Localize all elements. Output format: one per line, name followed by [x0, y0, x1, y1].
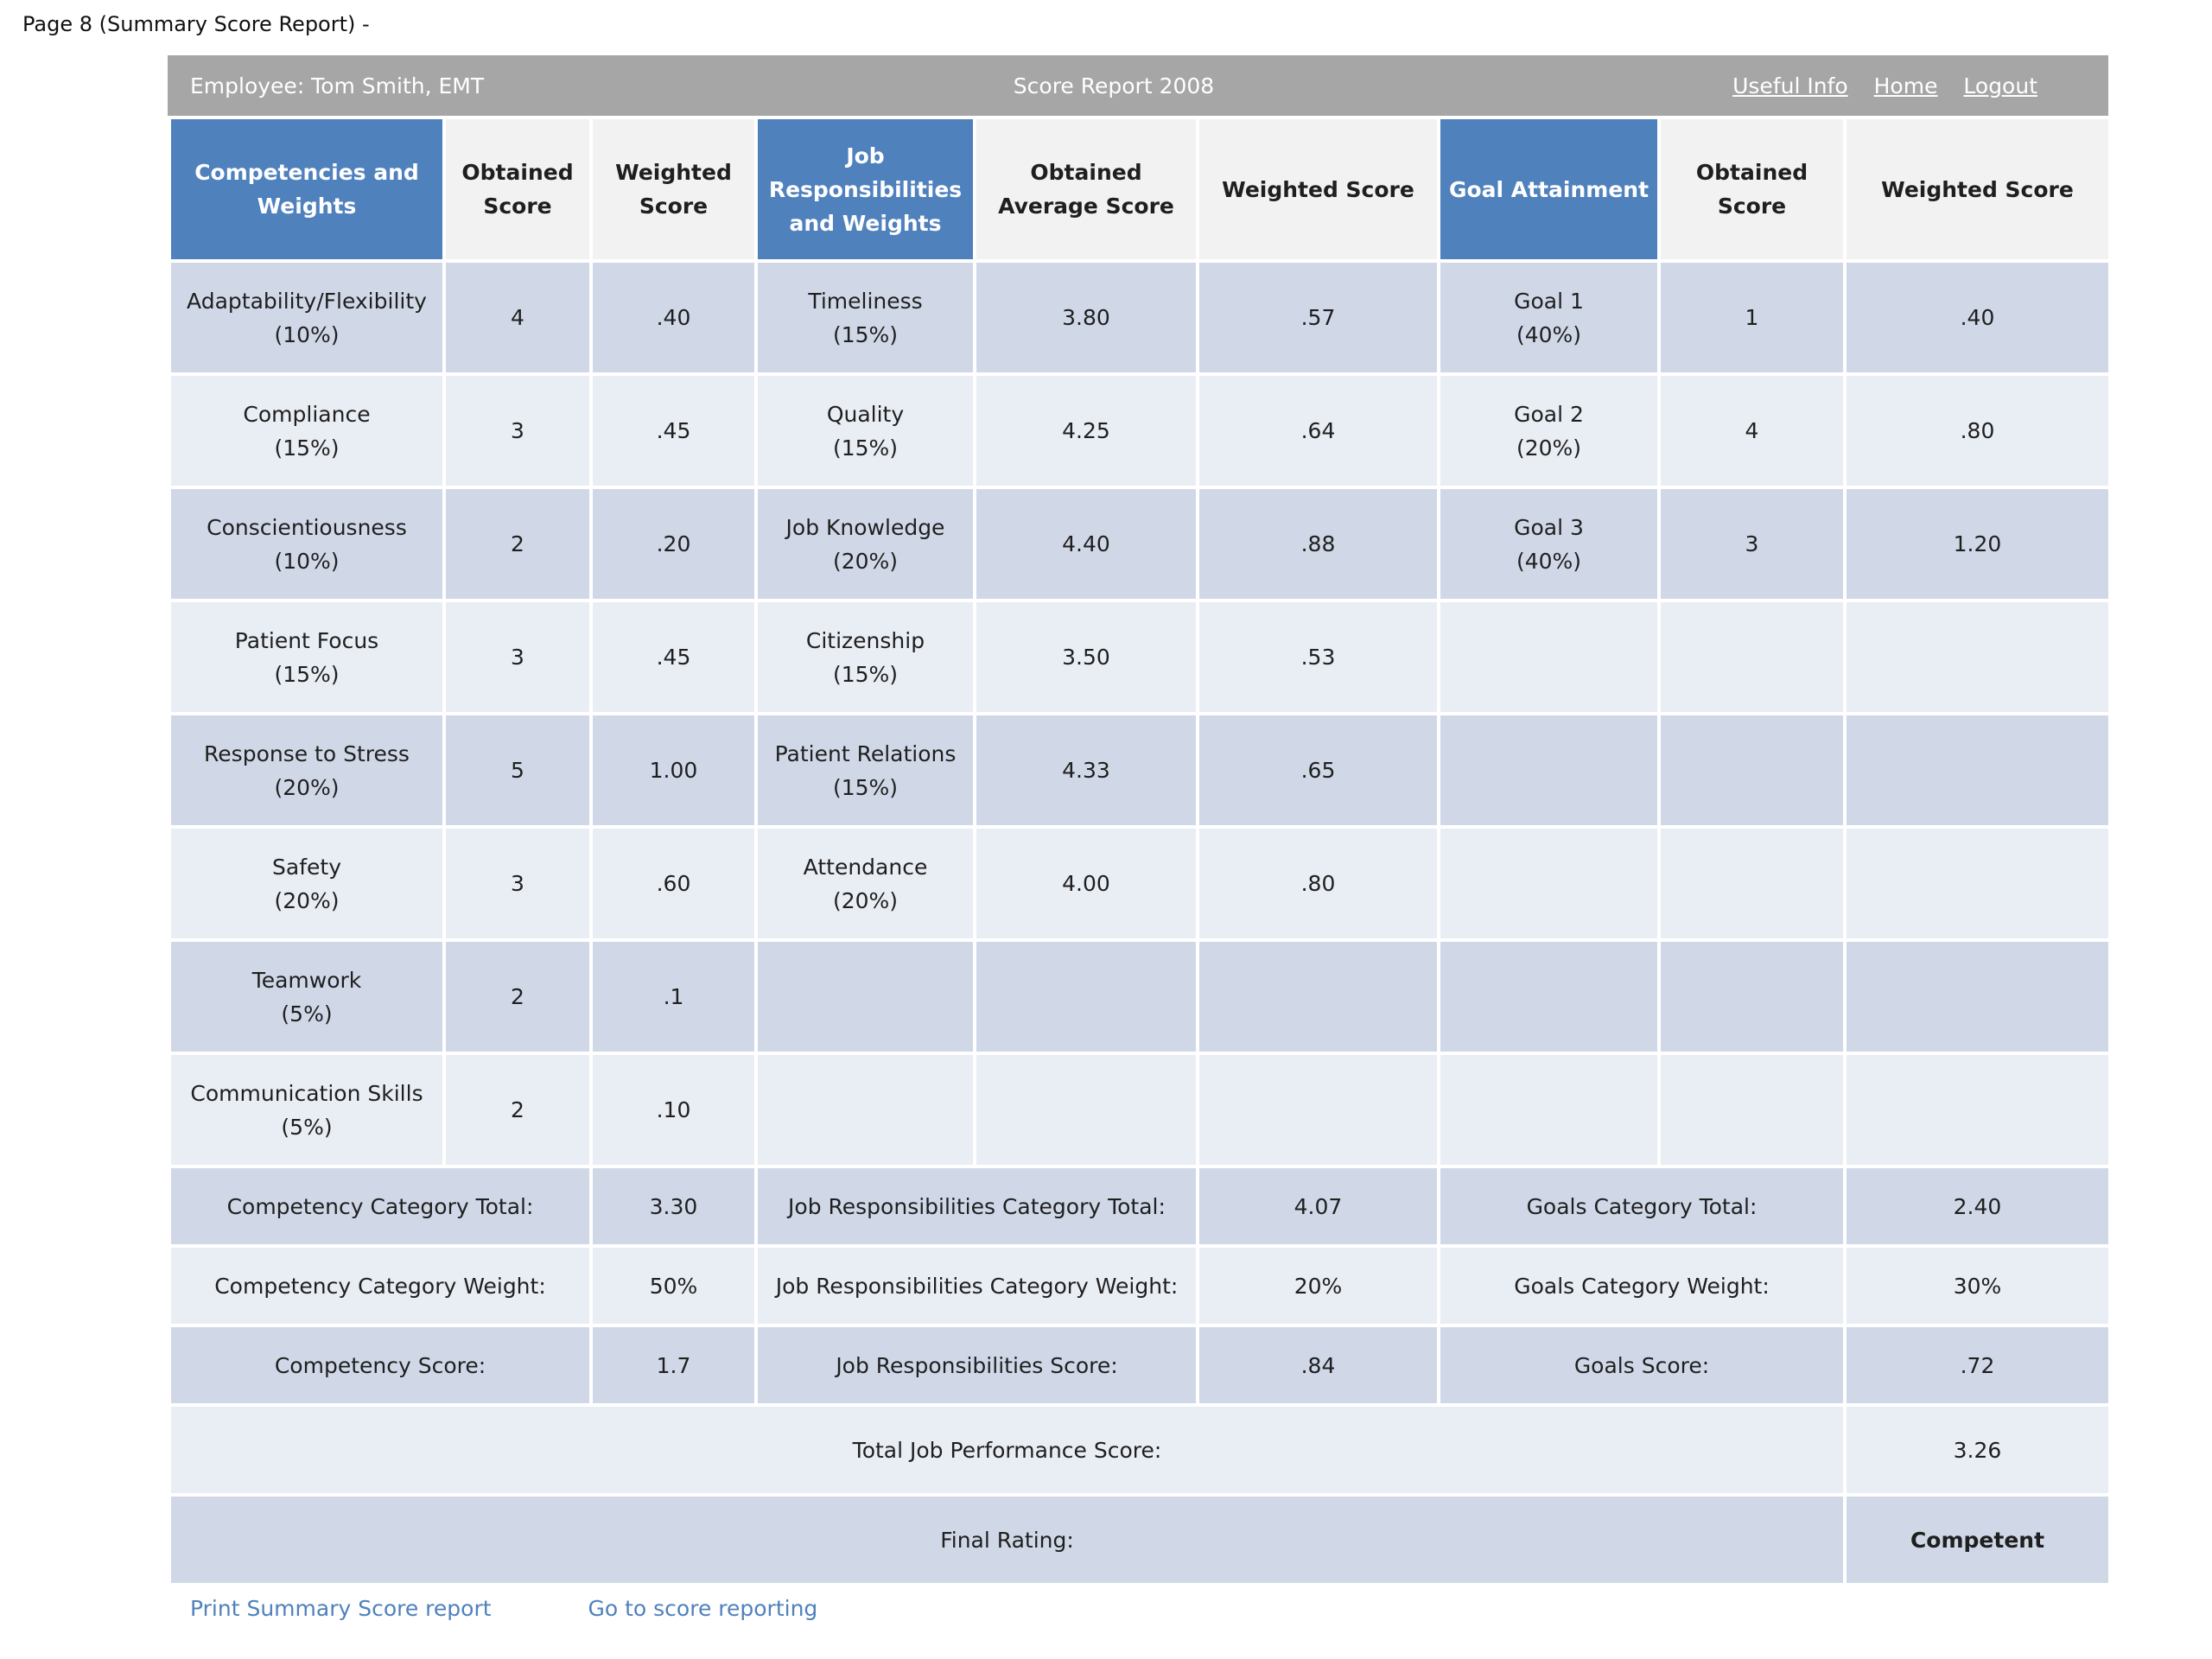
table-header-row [169, 118, 2110, 261]
header-job-weighted: Weighted Score [1198, 118, 1439, 261]
job-summary-label: Job Responsibilities Score: [756, 1325, 1198, 1405]
competency-name-weight: (5%) [281, 1114, 333, 1140]
header-goal-obtained: Obtained Score [1659, 118, 1845, 261]
table-row [169, 714, 2110, 827]
table-row [169, 1053, 2110, 1166]
competency-weighted-score: .60 [591, 827, 756, 940]
competency-obtained-score: 5 [444, 714, 591, 827]
job-weighted-score: .65 [1198, 714, 1439, 827]
goal-summary-label: Goals Category Total: [1439, 1166, 1845, 1246]
job-responsibility-name [756, 487, 975, 601]
job-responsibility-name [756, 601, 975, 714]
competency-name [169, 487, 444, 601]
competency-obtained-score: 2 [444, 940, 591, 1053]
competency-name-label: Conscientiousness [207, 514, 407, 540]
goal-weighted-score [1845, 1053, 2110, 1166]
useful-info-link[interactable]: Useful Info [1732, 73, 1848, 99]
goal-name [1439, 714, 1659, 827]
job-obtained-score: 4.33 [975, 714, 1198, 827]
final-rating-value: Competent [1845, 1495, 2110, 1585]
job-responsibility-name [756, 940, 975, 1053]
job-responsibility-name-label: Patient Relations [774, 741, 957, 766]
competency-name [169, 827, 444, 940]
job-responsibility-name [756, 374, 975, 487]
competency-weighted-score: 1.00 [591, 714, 756, 827]
competency-obtained-score: 2 [444, 1053, 591, 1166]
header-goal-weighted: Weighted Score [1845, 118, 2110, 261]
goal-name [1439, 261, 1659, 374]
job-weighted-score: .80 [1198, 827, 1439, 940]
goal-obtained-score [1659, 714, 1845, 827]
job-responsibility-name-label: Attendance [803, 854, 928, 880]
goal-name-weight: (20%) [1516, 435, 1582, 461]
competency-name [169, 374, 444, 487]
table-row [169, 374, 2110, 487]
summary-row [169, 1246, 2110, 1325]
competency-name [169, 261, 444, 374]
total-score-value: 3.26 [1845, 1405, 2110, 1495]
goal-weighted-score [1845, 714, 2110, 827]
goal-obtained-score [1659, 827, 1845, 940]
logout-link[interactable]: Logout [1963, 73, 2038, 99]
competency-name-weight: (15%) [274, 661, 340, 687]
competency-summary-value: 1.7 [591, 1325, 756, 1405]
table-row [169, 940, 2110, 1053]
competency-name-label: Response to Stress [204, 741, 410, 766]
job-obtained-score: 3.50 [975, 601, 1198, 714]
job-weighted-score: .88 [1198, 487, 1439, 601]
goal-obtained-score [1659, 601, 1845, 714]
total-score-label: Total Job Performance Score: [169, 1405, 1845, 1495]
table-row [169, 487, 2110, 601]
goal-weighted-score [1845, 827, 2110, 940]
job-obtained-score [975, 1053, 1198, 1166]
job-weighted-score: .53 [1198, 601, 1439, 714]
competency-summary-value: 3.30 [591, 1166, 756, 1246]
job-obtained-score: 3.80 [975, 261, 1198, 374]
competency-name-label: Patient Focus [234, 627, 379, 653]
job-weighted-score: .64 [1198, 374, 1439, 487]
competency-summary-value: 50% [591, 1246, 756, 1325]
goal-name-weight: (40%) [1516, 321, 1582, 347]
job-responsibility-name-weight: (20%) [832, 548, 899, 574]
job-summary-value: .84 [1198, 1325, 1439, 1405]
competency-obtained-score: 4 [444, 261, 591, 374]
goal-obtained-score [1659, 940, 1845, 1053]
competency-name [169, 714, 444, 827]
competency-name-weight: (20%) [274, 887, 340, 913]
goal-weighted-score [1845, 601, 2110, 714]
goal-obtained-score [1659, 1053, 1845, 1166]
footer-links [190, 1596, 907, 1621]
print-report-link[interactable]: Print Summary Score report [190, 1596, 492, 1621]
goal-summary-value: 2.40 [1845, 1166, 2110, 1246]
job-responsibility-name-weight: (15%) [832, 321, 899, 347]
goal-name [1439, 374, 1659, 487]
competency-summary-label: Competency Category Weight: [169, 1246, 591, 1325]
summary-row [169, 1166, 2110, 1246]
competency-name [169, 601, 444, 714]
job-weighted-score [1198, 1053, 1439, 1166]
goal-weighted-score: 1.20 [1845, 487, 2110, 601]
competency-obtained-score: 3 [444, 601, 591, 714]
goal-name-label: Goal 1 [1514, 288, 1584, 314]
job-responsibility-name [756, 261, 975, 374]
competency-name-weight: (10%) [274, 548, 340, 574]
total-score-row [169, 1405, 2110, 1495]
header-comp-weighted: Weighted Score [591, 118, 756, 261]
competency-obtained-score: 3 [444, 827, 591, 940]
job-responsibility-name [756, 714, 975, 827]
job-weighted-score: .57 [1198, 261, 1439, 374]
header-goal-attainment: Goal Attainment [1439, 118, 1659, 261]
final-rating-row [169, 1495, 2110, 1585]
competency-name-weight: (15%) [274, 435, 340, 461]
job-responsibility-name-weight: (15%) [832, 661, 899, 687]
goal-name [1439, 487, 1659, 601]
job-summary-value: 4.07 [1198, 1166, 1439, 1246]
competency-weighted-score: .40 [591, 261, 756, 374]
competency-weighted-score: .1 [591, 940, 756, 1053]
goal-name [1439, 827, 1659, 940]
table-row [169, 261, 2110, 374]
goal-obtained-score: 4 [1659, 374, 1845, 487]
competency-obtained-score: 3 [444, 374, 591, 487]
header-competencies: Competencies and Weights [169, 118, 444, 261]
goal-obtained-score: 1 [1659, 261, 1845, 374]
summary-score-table [168, 116, 2112, 1586]
goal-summary-value: 30% [1845, 1246, 2110, 1325]
competency-summary-label: Competency Category Total: [169, 1166, 591, 1246]
job-weighted-score [1198, 940, 1439, 1053]
header-job-obtained: Obtained Average Score [975, 118, 1198, 261]
goal-weighted-score: .80 [1845, 374, 2110, 487]
goal-summary-value: .72 [1845, 1325, 2110, 1405]
goal-name-label: Goal 2 [1514, 401, 1584, 427]
goal-weighted-score: .40 [1845, 261, 2110, 374]
goal-name-label: Goal 3 [1514, 514, 1584, 540]
top-links [1421, 73, 2086, 99]
report-title: Score Report 2008 [1013, 73, 1215, 99]
goal-summary-label: Goals Score: [1439, 1325, 1845, 1405]
competency-name-label: Safety [272, 854, 341, 880]
job-obtained-score [975, 940, 1198, 1053]
score-report-frame [168, 55, 2108, 1586]
top-bar [168, 55, 2108, 116]
job-obtained-score: 4.40 [975, 487, 1198, 601]
competency-name-label: Compliance [243, 401, 371, 427]
header-job-responsibilities: Job Responsibilities and Weights [756, 118, 975, 261]
competency-name-weight: (10%) [274, 321, 340, 347]
competency-weighted-score: .45 [591, 601, 756, 714]
competency-name-label: Adaptability/Flexibility [187, 288, 427, 314]
employee-name: Employee: Tom Smith, EMT [190, 73, 485, 99]
table-row [169, 827, 2110, 940]
job-responsibility-name-weight: (15%) [832, 774, 899, 800]
goal-summary-label: Goals Category Weight: [1439, 1246, 1845, 1325]
goal-obtained-score: 3 [1659, 487, 1845, 601]
competency-name-weight: (5%) [281, 1001, 333, 1027]
competency-name [169, 940, 444, 1053]
competency-summary-label: Competency Score: [169, 1325, 591, 1405]
job-obtained-score: 4.00 [975, 827, 1198, 940]
competency-name-label: Teamwork [251, 967, 362, 993]
job-summary-label: Job Responsibilities Category Weight: [756, 1246, 1198, 1325]
goal-name [1439, 1053, 1659, 1166]
competency-obtained-score: 2 [444, 487, 591, 601]
goal-name [1439, 601, 1659, 714]
competency-weighted-score: .45 [591, 374, 756, 487]
job-responsibility-name-weight: (20%) [832, 887, 899, 913]
final-rating-label: Final Rating: [169, 1495, 1845, 1585]
competency-name [169, 1053, 444, 1166]
job-responsibility-name-label: Citizenship [805, 627, 925, 653]
goal-weighted-score [1845, 940, 2110, 1053]
goto-score-reporting-link[interactable]: Go to score reporting [588, 1596, 818, 1621]
header-comp-obtained: Obtained Score [444, 118, 591, 261]
job-responsibility-name-weight: (15%) [832, 435, 899, 461]
home-link[interactable]: Home [1873, 73, 1938, 99]
job-responsibility-name-label: Quality [826, 401, 905, 427]
page-label: Page 8 (Summary Score Report) - [22, 12, 370, 36]
job-summary-label: Job Responsibilities Category Total: [756, 1166, 1198, 1246]
goal-name [1439, 940, 1659, 1053]
competency-name-weight: (20%) [274, 774, 340, 800]
competency-weighted-score: .10 [591, 1053, 756, 1166]
job-responsibility-name-label: Job Knowledge [785, 514, 945, 540]
job-responsibility-name-label: Timeliness [808, 288, 923, 314]
competency-weighted-score: .20 [591, 487, 756, 601]
goal-name-weight: (40%) [1516, 548, 1582, 574]
job-responsibility-name [756, 827, 975, 940]
job-summary-value: 20% [1198, 1246, 1439, 1325]
competency-name-label: Communication Skills [190, 1080, 423, 1106]
table-row [169, 601, 2110, 714]
job-obtained-score: 4.25 [975, 374, 1198, 487]
summary-row [169, 1325, 2110, 1405]
job-responsibility-name [756, 1053, 975, 1166]
